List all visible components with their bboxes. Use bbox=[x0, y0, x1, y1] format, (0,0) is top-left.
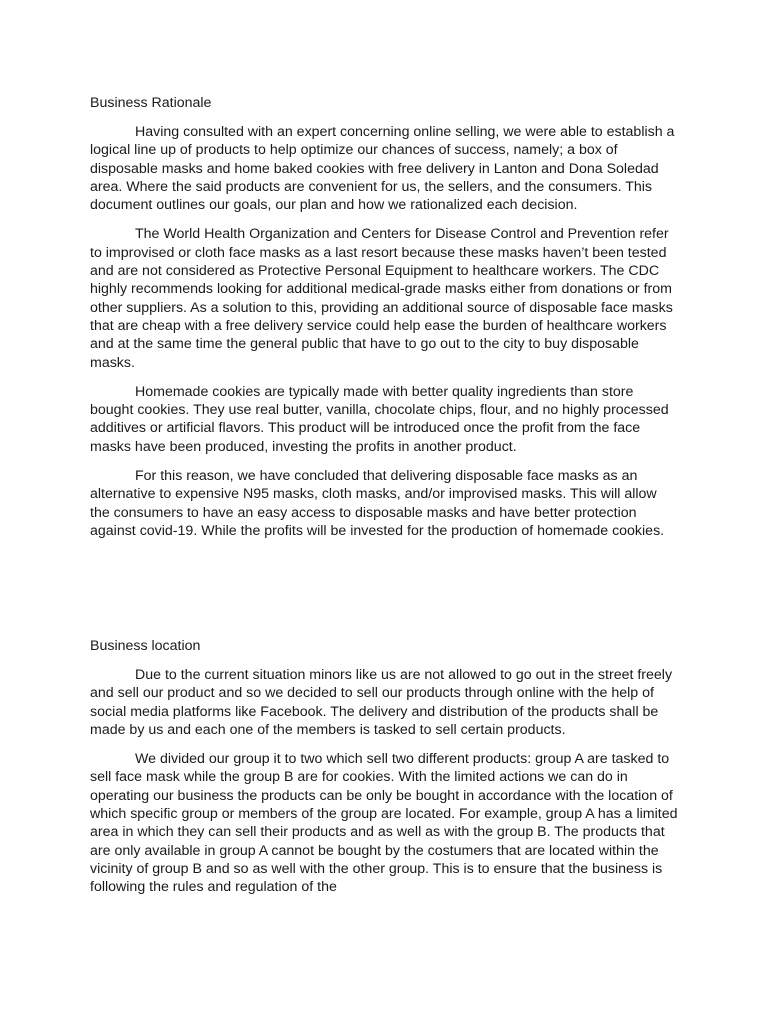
section-body bbox=[90, 666, 680, 897]
section-heading: Business location bbox=[90, 638, 201, 654]
section-body bbox=[90, 123, 680, 540]
paragraph: Due to the current situation minors like us are not allowed to go out in the street freely and sell our product and so we decided to sell our products through online with the help of social media platforms like Facebook. The delivery and distribution of the products shall be made by us and each one of the members is tasked to sell certain products. bbox=[90, 667, 673, 738]
paragraph: For this reason, we have concluded that delivering disposable face masks as an alternative to expensive N95 masks, cloth masks, and/or improvised masks. This will allow the consumers to have an easy access to disposable masks and have better protection against covid-19. While the profits will be invested for the production of homemade cookies. bbox=[90, 468, 665, 539]
section-heading: Business Rationale bbox=[90, 95, 212, 111]
paragraph: Having consulted with an expert concerning online selling, we were able to establish a logical line up of products to help optimize our chances of success, namely; a box of disposable masks and home baked cookies with free delivery in Lanton and Dona Soledad area. Where the said products are convenient for us, the sellers, and the consumers. This document outlines our goals, our plan and how we rationalized each decision. bbox=[90, 124, 675, 214]
paragraph: Homemade cookies are typically made with better quality ingredients than store bought cookies. They use real butter, vanilla, chocolate chips, flour, and no highly processed additives or artificial flavors. This product will be introduced once the profit from the face masks have been produced, investing the profits in another product. bbox=[90, 383, 669, 455]
paragraph: The World Health Organization and Centers for Disease Control and Prevention refer to improvised or cloth face masks as a last resort because these masks haven’t been tested and are not considered as Protective Personal Equipment to healthcare workers. The CDC highly recommends looking for additional medical-grade masks either from donations or from other suppliers. As a solution to this, providing an additional source of disposable face masks that are cheap with a free delivery service could help ease the burden of healthcare workers and at the same time the general public that have to go out to the city to buy disposable masks. bbox=[90, 226, 673, 371]
paragraph: We divided our group it to two which sell two different products: group A are tasked to sell face mask while the group B are for cookies. With the limited actions we can do in operating our business the products can be only be bought in accordance with the location of which specific group or members of the group are located. For example, group A has a limited area in which they can sell their products and as well as with the group B. The products that are only available in group A cannot be bought by the costumers that are located within the vicinity of group B and so as well with the other group. This is to ensure that the business is following the rules and regulation of the bbox=[90, 751, 678, 896]
